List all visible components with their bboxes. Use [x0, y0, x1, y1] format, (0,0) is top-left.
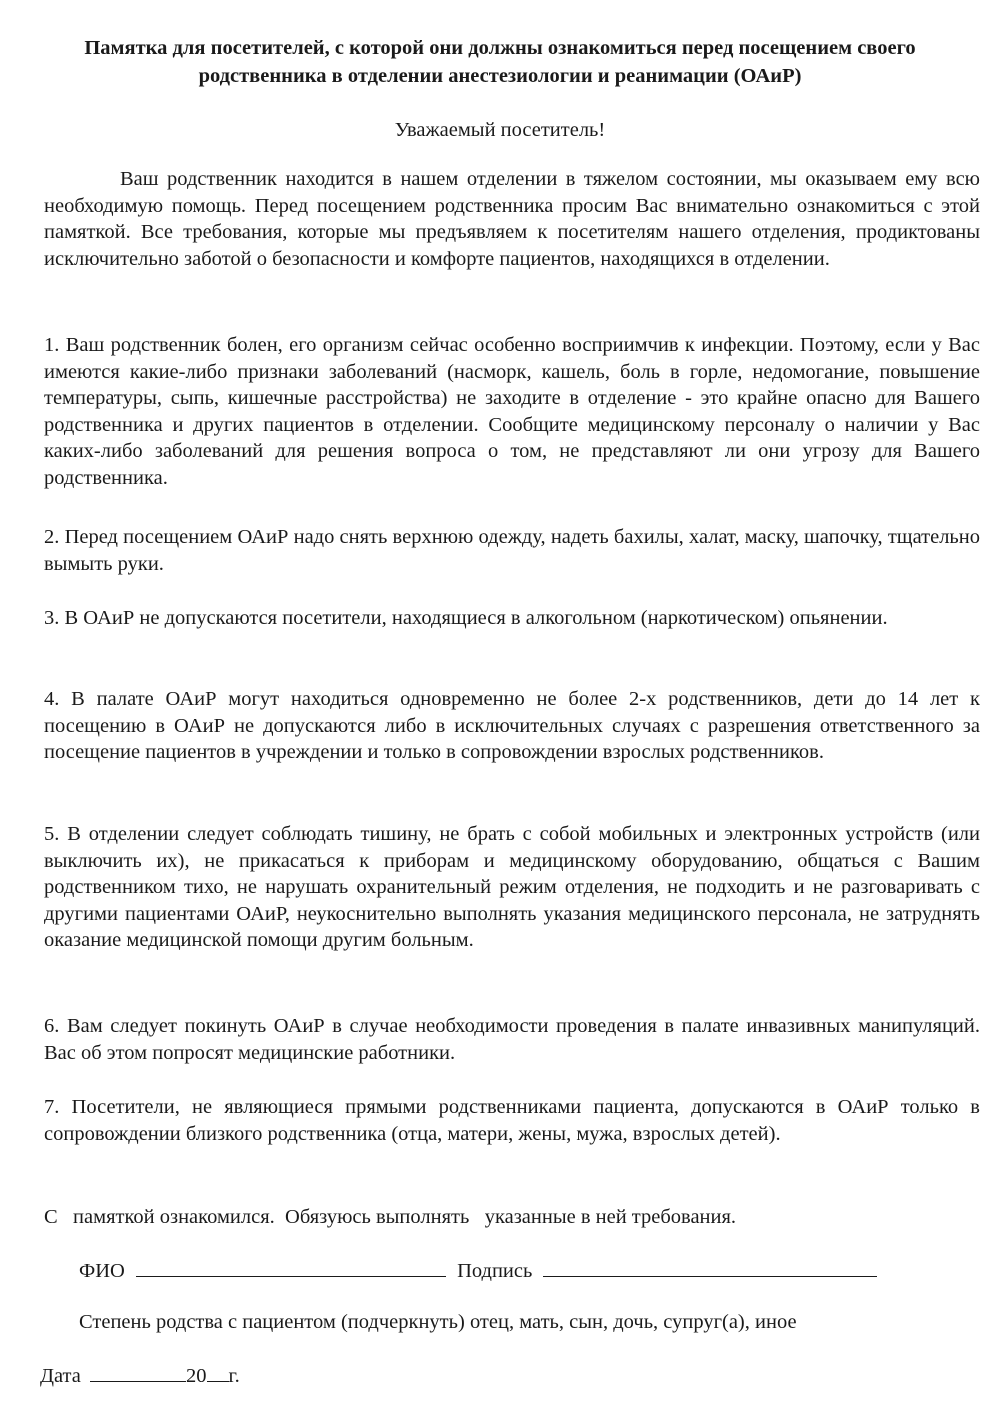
document-title: Памятка для посетителей, с которой они должны ознакомиться перед посещением своего родственника в отделении анестезиологии и реанимации (ОАиР): [84, 37, 916, 87]
date-label: Дата: [40, 1365, 81, 1387]
rule-2: 2. Перед посещением ОАиР надо снять верхнюю одежду, надеть бахилы, халат, маску, шапочку, тщательно вымыть руки.: [44, 526, 980, 575]
fio-label: ФИО: [79, 1260, 125, 1282]
year-field[interactable]: [207, 1361, 229, 1382]
fio-row: [79, 1256, 877, 1284]
fio-field[interactable]: [136, 1256, 446, 1277]
year-prefix: 20: [186, 1365, 207, 1387]
rule-5: 5. В отделении следует соблюдать тишину, не брать с собой мобильных и электронных устройств (или выключить их), не прикасаться к приборам и медицинскому оборудованию, общаться с Вашим родственником тихо, не нарушать охранительный режим отделения, не подходить и не разговаривать с другими пациентами ОАиР, неукоснительно выполнять указания медицинского персонала, не затруднять оказание медицинской помощи другим больным.: [44, 823, 980, 952]
signature-field[interactable]: [543, 1256, 877, 1277]
intro-paragraph: Ваш родственник находится в нашем отделении в тяжелом состоянии, мы оказываем ему всю необходимую помощь. Перед посещением родственника просим Вас внимательно ознакомиться с этой памяткой. Все требования, которые мы предъявляем к посетителям нашего отделения, продиктованы исключительно заботой о безопасности и комфорте пациентов, находящихся в отделении.: [44, 168, 980, 270]
rule-4: 4. В палате ОАиР могут находиться одновременно не более 2-х родственников, дети до 14 лет к посещению в ОАиР не допускаются либо в исключительных случаях с разрешения ответственного за посещение пациентов в учреждении и только в сопровождении взрослых родственников.: [44, 688, 980, 764]
rule-1: 1. Ваш родственник болен, его организм сейчас особенно восприимчив к инфекции. Поэтому, если у Вас имеются какие-либо признаки заболеваний (насморк, кашель, боль в горле, недомогание, повышение температуры, сыпь, кишечные расстройства) не заходите в отделение - это крайне опасно для Вашего родственника и других пациентов в отделении. Сообщите медицинскому персоналу о наличии у Вас каких-либо заболеваний для решения вопроса о том, не представляют ли они угрозу для Вашего родственника.: [44, 334, 980, 489]
signature-label: Подпись: [457, 1260, 533, 1282]
acknowledgement: С памяткой ознакомился. Обязуюсь выполнять указанные в ней требования.: [44, 1206, 737, 1228]
relationship-line: Степень родства с пациентом (подчеркнуть) отец, мать, сын, дочь, супруг(а), иное: [79, 1311, 797, 1333]
rule-6: 6. Вам следует покинуть ОАиР в случае необходимости проведения в палате инвазивных манипуляций. Вас об этом попросят медицинские работники.: [44, 1015, 980, 1064]
rule-3: 3. В ОАиР не допускаются посетители, находящиеся в алкогольном (наркотическом) опьянении.: [44, 607, 888, 629]
year-suffix: г.: [228, 1365, 240, 1387]
rule-7: 7. Посетители, не являющиеся прямыми родственниками пациента, допускаются в ОАиР только в сопровождении близкого родственника (отца, матери, жены, мужа, взрослых детей).: [44, 1096, 980, 1145]
date-day-month-field[interactable]: [90, 1361, 186, 1382]
greeting: Уважаемый посетитель!: [394, 119, 606, 141]
date-row: [40, 1361, 240, 1389]
